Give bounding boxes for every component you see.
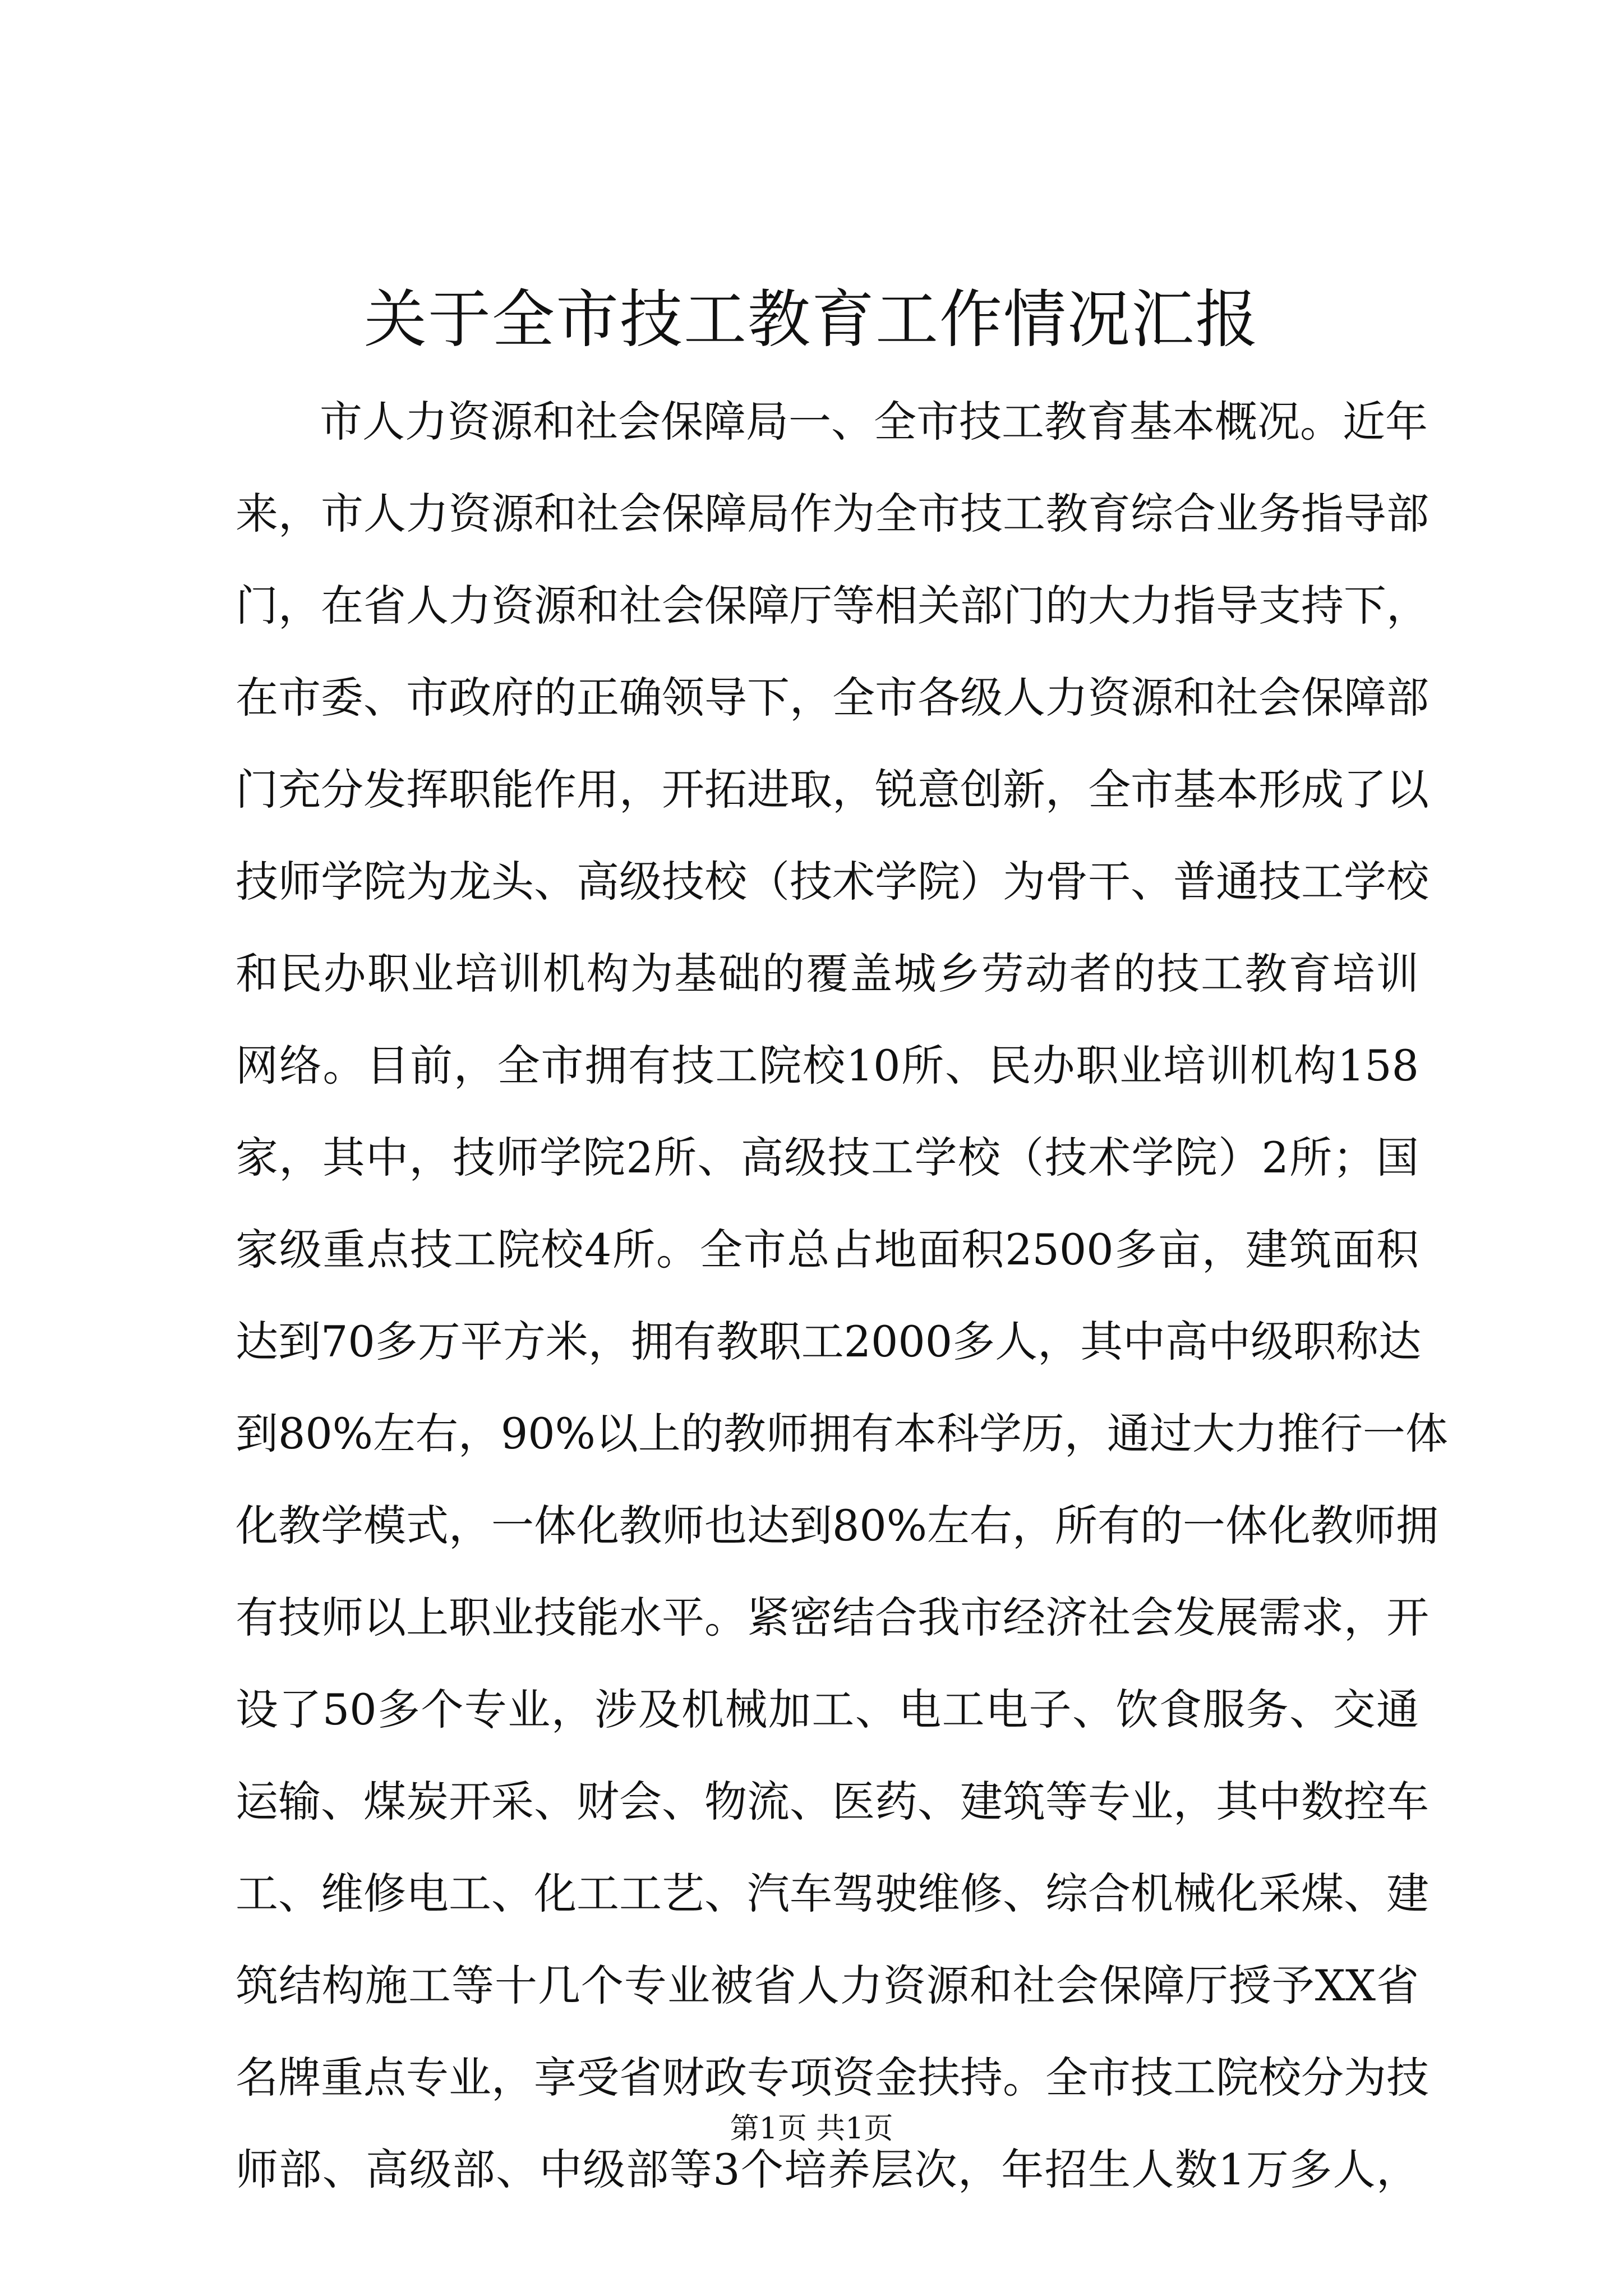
body-line: 和民办职业培训机构为基础的覆盖城乡劳动者的技工教育培训 [236,949,1419,999]
body-line: 名牌重点专业，享受省财政专项资金扶持。全市技工院校分为技 [236,2053,1429,2102]
body-line: 工、维修电工、化工工艺、汽车驾驶维修、综合机械化采煤、建 [236,1869,1429,1918]
body-line: 市人力资源和社会保障局一、全市技工教育基本概况。近年 [320,397,1428,447]
body-line: 设了50多个专业，涉及机械加工、电工电子、饮食服务、交通 [236,1685,1419,1734]
body-line: 有技师以上职业技能水平。紧密结合我市经济社会发展需求，开 [236,1593,1429,1642]
body-line: 门充分发挥职能作用，开拓进取，锐意创新，全市基本形成了以 [236,765,1429,815]
body-line: 在市委、市政府的正确领导下，全市各级人力资源和社会保障部 [236,673,1429,723]
body-line: 网络。目前，全市拥有技工院校10所、民办职业培训机构158 [236,1041,1419,1091]
body-line: 家级重点技工院校4所。全市总占地面积2500多亩，建筑面积 [236,1225,1419,1274]
body-line: 筑结构施工等十几个专业被省人力资源和社会保障厅授予XX省 [236,1961,1419,2010]
body-line: 师部、高级部、中级部等3个培养层次，年招生人数1万多人， [236,2145,1419,2194]
body-line: 化教学模式，一体化教师也达到80%左右，所有的一体化教师拥 [236,1501,1438,1550]
body-line: 达到70多万平方米，拥有教职工2000多人，其中高中级职称达 [236,1317,1422,1366]
body-line: 来，市人力资源和社会保障局作为全市技工教育综合业务指导部 [236,489,1429,539]
body-line: 到80%左右，90%以上的教师拥有本科学历，通过大力推行一体 [236,1409,1448,1458]
body-line: 技师学院为龙头、高级技校（技术学院）为骨干、普通技工学校 [236,857,1429,907]
document-body [236,376,1448,2216]
body-line: 家，其中，技师学院2所、高级技工学校（技术学院）2所；国 [236,1133,1419,1182]
body-line: 运输、煤炭开采、财会、物流、医药、建筑等专业，其中数控车 [236,1777,1429,1826]
body-line: 门，在省人力资源和社会保障厅等相关部门的大力指导支持下， [236,581,1429,631]
page-footer: 第1页 共1页 [730,2112,893,2146]
document-title: 关于全市技工教育工作情况汇报 [364,283,1259,356]
